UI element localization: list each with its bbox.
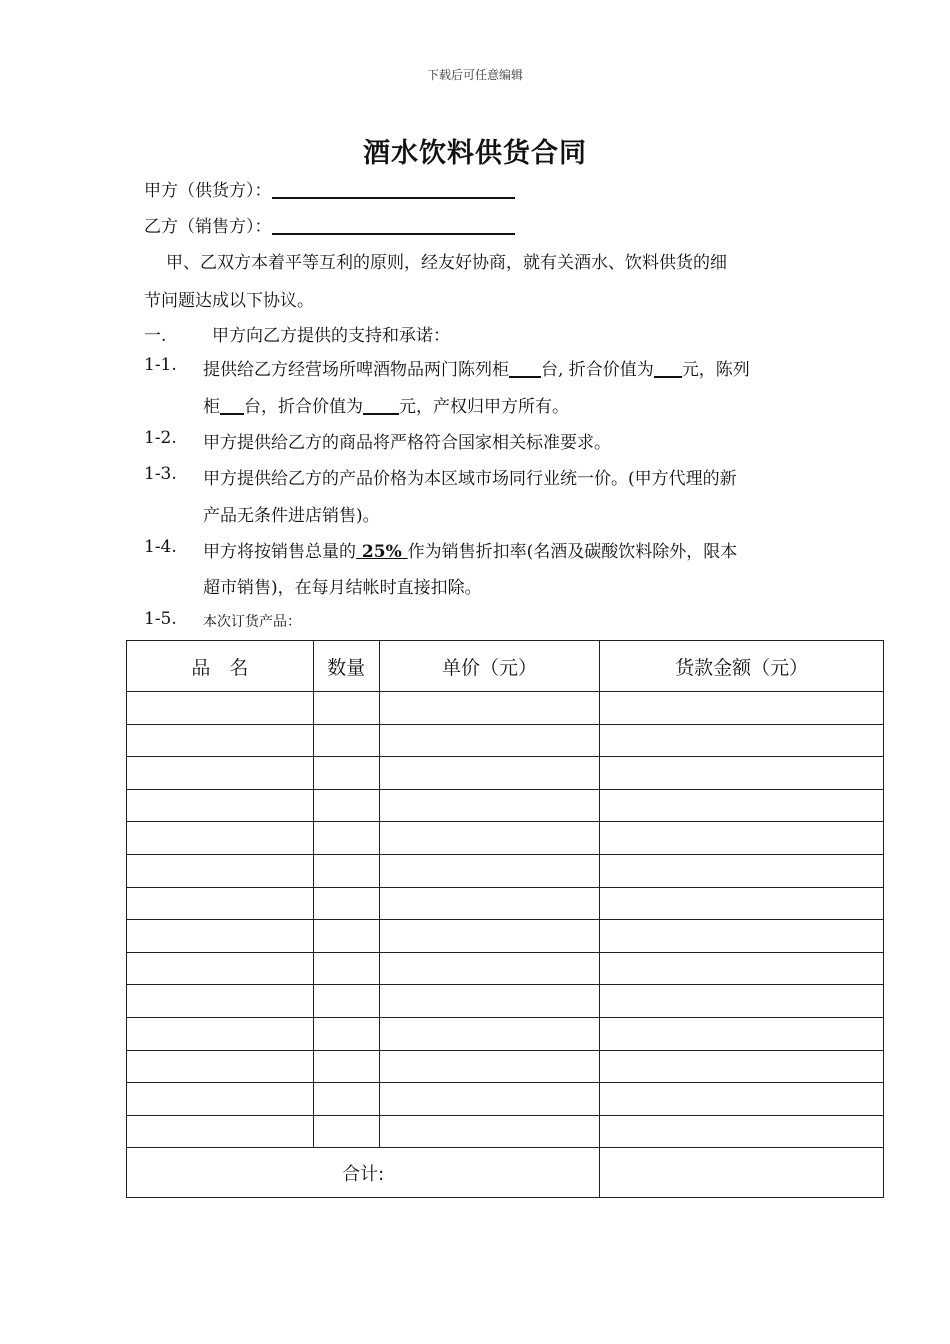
product-name-cell[interactable] — [127, 854, 314, 887]
amount-cell[interactable] — [600, 985, 884, 1018]
product-name-cell[interactable] — [127, 789, 314, 822]
item-1-1-text-d: 柜 — [203, 397, 220, 417]
cabinet2-value-blank[interactable] — [363, 395, 399, 415]
table-header-row — [127, 641, 884, 692]
unit-price-cell[interactable] — [379, 724, 600, 757]
table-row — [127, 1083, 884, 1116]
item-1-3-line-2: 产品无条件进店销售)。 — [203, 506, 380, 526]
amount-cell[interactable] — [600, 1017, 884, 1050]
item-1-3-line-1: 甲方提供给乙方的产品价格为本区域市场同行业统一价。(甲方代理的新 — [203, 469, 737, 489]
table-row — [127, 789, 884, 822]
quantity-cell[interactable] — [313, 757, 379, 790]
table-row — [127, 1017, 884, 1050]
amount-cell[interactable] — [600, 854, 884, 887]
quantity-cell[interactable] — [313, 952, 379, 985]
party-b-blank[interactable] — [272, 215, 515, 235]
amount-cell[interactable] — [600, 757, 884, 790]
unit-price-cell[interactable] — [379, 822, 600, 855]
item-1-4-number: 1-4. — [144, 537, 177, 557]
party-a-row — [144, 176, 515, 201]
amount-cell[interactable] — [600, 920, 884, 953]
table-row — [127, 692, 884, 725]
unit-price-cell[interactable] — [379, 920, 600, 953]
quantity-cell[interactable] — [313, 887, 379, 920]
table-row — [127, 952, 884, 985]
product-name-cell[interactable] — [127, 1017, 314, 1050]
party-b-row — [144, 212, 515, 237]
table-row — [127, 822, 884, 855]
table-row — [127, 1115, 884, 1148]
product-name-cell[interactable] — [127, 887, 314, 920]
amount-cell[interactable] — [600, 1083, 884, 1116]
item-1-1-text-b: 台, 折合价值为 — [541, 360, 654, 380]
quantity-cell[interactable] — [313, 920, 379, 953]
quantity-cell[interactable] — [313, 985, 379, 1018]
total-label: 合计: — [127, 1148, 600, 1198]
document-title: 酒水饮料供货合同 — [363, 138, 587, 169]
party-b-label: 乙方（销售方）： — [144, 217, 272, 237]
unit-price-cell[interactable] — [379, 887, 600, 920]
cabinet-value-blank[interactable] — [654, 358, 682, 378]
item-1-1-line-2 — [203, 392, 569, 417]
table-row — [127, 724, 884, 757]
item-1-4-line-2: 超市销售)，在每月结帐时直接扣除。 — [203, 578, 482, 598]
item-1-5-number: 1-5. — [144, 609, 177, 629]
amount-cell[interactable] — [600, 952, 884, 985]
item-1-1-text-c: 元，陈列 — [681, 360, 750, 380]
total-row — [127, 1148, 884, 1198]
product-name-cell[interactable] — [127, 822, 314, 855]
unit-price-cell[interactable] — [379, 1083, 600, 1116]
product-name-cell[interactable] — [127, 920, 314, 953]
product-name-cell[interactable] — [127, 692, 314, 725]
cabinet-count-blank[interactable] — [509, 358, 541, 378]
table-row — [127, 757, 884, 790]
amount-cell[interactable] — [600, 724, 884, 757]
quantity-cell[interactable] — [313, 1115, 379, 1148]
unit-price-cell[interactable] — [379, 985, 600, 1018]
amount-cell[interactable] — [600, 692, 884, 725]
product-name-cell[interactable] — [127, 757, 314, 790]
section-1-heading: 甲方向乙方提供的支持和承诺： — [212, 326, 450, 346]
unit-price-cell[interactable] — [379, 952, 600, 985]
item-1-1-text-a: 提供给乙方经营场所啤酒物品两门陈列柜 — [203, 360, 509, 380]
product-name-cell[interactable] — [127, 1050, 314, 1083]
quantity-cell[interactable] — [313, 692, 379, 725]
intro-line-2: 节问题达成以下协议。 — [144, 291, 314, 311]
table-row — [127, 887, 884, 920]
item-1-1-text-f: 元，产权归甲方所有。 — [399, 397, 569, 417]
amount-cell[interactable] — [600, 1050, 884, 1083]
unit-price-cell[interactable] — [379, 1050, 600, 1083]
header-quantity: 数量 — [313, 641, 379, 692]
header-amount: 货款金额（元） — [600, 641, 884, 692]
table-row — [127, 854, 884, 887]
unit-price-cell[interactable] — [379, 1017, 600, 1050]
product-name-cell[interactable] — [127, 1115, 314, 1148]
item-1-4-line-1 — [203, 537, 737, 562]
quantity-cell[interactable] — [313, 1017, 379, 1050]
table-row — [127, 985, 884, 1018]
total-amount-cell[interactable] — [600, 1148, 884, 1198]
product-name-cell[interactable] — [127, 724, 314, 757]
quantity-cell[interactable] — [313, 789, 379, 822]
section-1-number: 一. — [144, 326, 167, 346]
product-name-cell[interactable] — [127, 985, 314, 1018]
quantity-cell[interactable] — [313, 1050, 379, 1083]
quantity-cell[interactable] — [313, 854, 379, 887]
page-header: 下载后可任意编辑 — [426, 68, 523, 82]
product-name-cell[interactable] — [127, 1083, 314, 1116]
cabinet2-count-blank[interactable] — [220, 395, 244, 415]
header-product-name: 品 名 — [127, 641, 314, 692]
quantity-cell[interactable] — [313, 822, 379, 855]
item-1-4-text-a: 甲方将按销售总量的 — [203, 542, 356, 562]
unit-price-cell[interactable] — [379, 757, 600, 790]
item-1-2-number: 1-2. — [144, 428, 177, 448]
header-unit-price: 单价（元） — [379, 641, 600, 692]
item-1-2-text: 甲方提供给乙方的商品将严格符合国家相关标准要求。 — [203, 433, 611, 453]
party-a-blank[interactable] — [272, 179, 515, 199]
item-1-4-text-b: 作为销售折扣率(名酒及碳酸饮料除外，限本 — [407, 542, 738, 562]
intro-line-1: 甲、乙双方本着平等互利的原则，经友好协商，就有关酒水、饮料供货的细 — [166, 253, 727, 273]
unit-price-cell[interactable] — [379, 854, 600, 887]
item-1-1-text-e: 台，折合价值为 — [244, 397, 363, 417]
table-row — [127, 1050, 884, 1083]
table-row — [127, 920, 884, 953]
discount-rate: 25% — [356, 542, 408, 562]
amount-cell[interactable] — [600, 822, 884, 855]
item-1-5-text: 本次订货产品： — [203, 614, 301, 630]
party-a-label: 甲方（供货方）： — [144, 181, 272, 201]
unit-price-cell[interactable] — [379, 692, 600, 725]
unit-price-cell[interactable] — [379, 789, 600, 822]
item-1-3-number: 1-3. — [144, 464, 177, 484]
amount-cell[interactable] — [600, 887, 884, 920]
item-1-1-line-1 — [203, 355, 750, 380]
product-name-cell[interactable] — [127, 952, 314, 985]
quantity-cell[interactable] — [313, 1083, 379, 1116]
order-table — [126, 640, 884, 1198]
amount-cell[interactable] — [600, 789, 884, 822]
unit-price-cell[interactable] — [379, 1115, 600, 1148]
table-body — [127, 692, 884, 1148]
amount-cell[interactable] — [600, 1115, 884, 1148]
item-1-1-number: 1-1. — [144, 355, 177, 375]
quantity-cell[interactable] — [313, 724, 379, 757]
